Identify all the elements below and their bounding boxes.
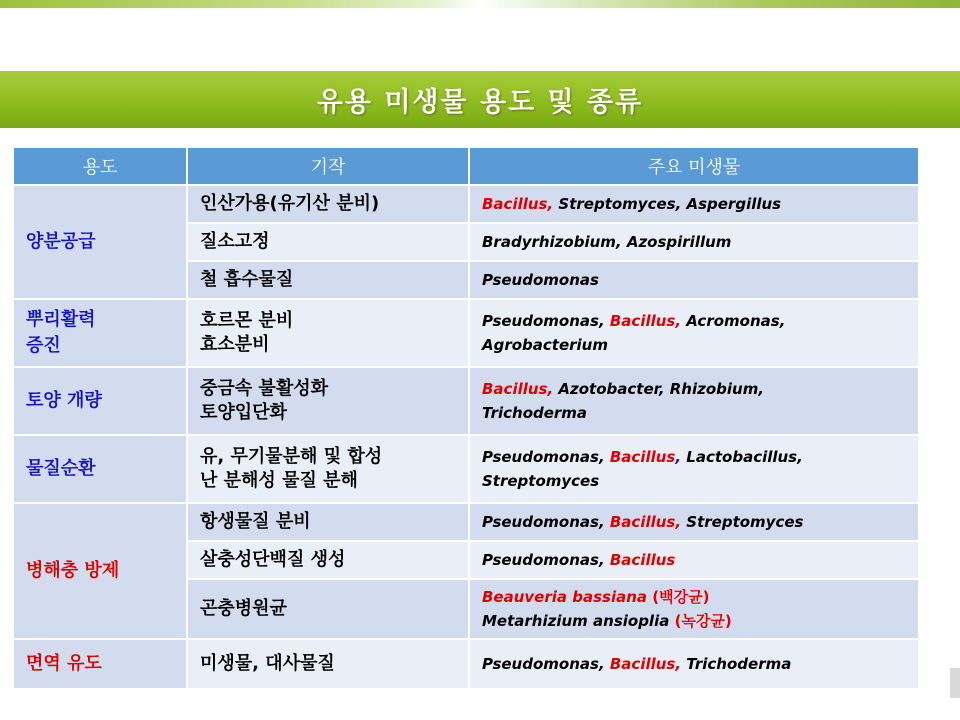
microbe-line xyxy=(482,609,918,633)
use-root-vitality xyxy=(13,299,187,367)
microbe-text: Pseudomonas, xyxy=(482,551,610,569)
mechanism-cell: 미생물, 대사물질 xyxy=(187,639,469,689)
header-mechanism: 기작 xyxy=(187,147,469,185)
mechanism-cell xyxy=(187,299,469,367)
microbe-table xyxy=(12,146,920,690)
mechanism-line: 난 분해성 물질 분해 xyxy=(200,470,358,491)
microbe-text: Metarhizium ansioplia xyxy=(482,612,670,630)
microbe-cell xyxy=(469,435,919,503)
table-row xyxy=(13,503,919,541)
microbe-korean-name: (녹강균) xyxy=(669,612,732,630)
mechanism-cell: 질소고정 xyxy=(187,223,469,261)
mechanism-cell xyxy=(187,435,469,503)
microbe-text: Streptomyces, Aspergillus xyxy=(553,195,782,213)
mechanism-cell: 곤충병원균 xyxy=(187,579,469,639)
microbe-line xyxy=(482,309,918,333)
slide-corner-mark xyxy=(950,668,960,698)
microbe-text: Trichoderma xyxy=(681,655,792,673)
use-line: 증진 xyxy=(26,335,61,356)
microbe-highlight: Bacillus xyxy=(609,551,676,569)
microbe-text: Pseudomonas, xyxy=(482,448,610,466)
microbe-text: Lactobacillus, xyxy=(681,448,803,466)
microbe-line xyxy=(482,445,918,469)
mechanism-line: 토양입단화 xyxy=(200,402,287,423)
mechanism-cell: 인산가용(유기산 분비) xyxy=(187,185,469,223)
table-row xyxy=(13,367,919,435)
microbe-cell xyxy=(469,639,919,689)
microbe-comma: , xyxy=(675,448,682,466)
microbe-highlight: Bacillus, xyxy=(609,312,682,330)
microbe-line: Streptomyces xyxy=(482,472,600,490)
microbe-highlight: Bacillus, xyxy=(482,195,554,213)
use-nutrient-cycling: 물질순환 xyxy=(13,435,187,503)
header-microbes: 주요 미생물 xyxy=(469,147,919,185)
decorative-leaf-band xyxy=(0,0,960,8)
table-header-row xyxy=(13,147,919,185)
mechanism-cell: 살충성단백질 생성 xyxy=(187,541,469,579)
mechanism-cell xyxy=(187,367,469,435)
mechanism-line: 중금속 불활성화 xyxy=(200,378,328,399)
microbe-text: Streptomyces xyxy=(681,513,804,531)
microbe-line: Agrobacterium xyxy=(482,336,608,354)
microbe-cell xyxy=(469,367,919,435)
microbe-cell xyxy=(469,541,919,579)
microbe-highlight: Bacillus, xyxy=(609,513,682,531)
mechanism-line: 유, 무기물분해 및 합성 xyxy=(200,446,383,467)
microbe-cell xyxy=(469,503,919,541)
microbe-text: Pseudomonas, xyxy=(482,513,610,531)
microbe-cell xyxy=(469,299,919,367)
microbe-text: Pseudomonas, xyxy=(482,655,610,673)
microbe-text: Pseudomonas, xyxy=(482,312,610,330)
microbe-line xyxy=(482,585,918,609)
microbe-line: Trichoderma xyxy=(482,404,588,422)
microbe-highlight: Beauveria bassiana xyxy=(482,588,648,606)
page-title: 유용 미생물 용도 및 종류 xyxy=(316,87,644,118)
use-immune-induction: 면역 유도 xyxy=(13,639,187,689)
microbe-cell xyxy=(469,185,919,223)
microbe-cell: Bradyrhizobium, Azospirillum xyxy=(469,223,919,261)
use-line: 뿌리활력 xyxy=(26,309,96,330)
microbe-highlight: Bacillus, xyxy=(482,380,554,398)
mechanism-cell: 철 흡수물질 xyxy=(187,261,469,299)
table-row xyxy=(13,435,919,503)
use-nutrient: 양분공급 xyxy=(13,185,187,299)
microbe-line xyxy=(482,377,918,401)
mechanism-line: 호르몬 분비 xyxy=(200,310,294,331)
use-pest-control: 병해충 방제 xyxy=(13,503,187,639)
microbe-text: Azotobacter, Rhizobium, xyxy=(553,380,765,398)
microbe-highlight: Bacillus xyxy=(609,448,676,466)
header-use: 용도 xyxy=(13,147,187,185)
microbe-cell: Pseudomonas xyxy=(469,261,919,299)
use-soil-improvement: 토양 개량 xyxy=(13,367,187,435)
microbe-korean-name: (백강균) xyxy=(647,588,710,606)
mechanism-line: 효소분비 xyxy=(200,334,270,355)
microbe-cell xyxy=(469,579,919,639)
table-row xyxy=(13,639,919,689)
mechanism-cell: 항생물질 분비 xyxy=(187,503,469,541)
table-row xyxy=(13,299,919,367)
table-row xyxy=(13,185,919,223)
microbe-highlight: Bacillus, xyxy=(609,655,682,673)
title-bar xyxy=(0,71,960,128)
microbe-text: Acromonas, xyxy=(681,312,786,330)
